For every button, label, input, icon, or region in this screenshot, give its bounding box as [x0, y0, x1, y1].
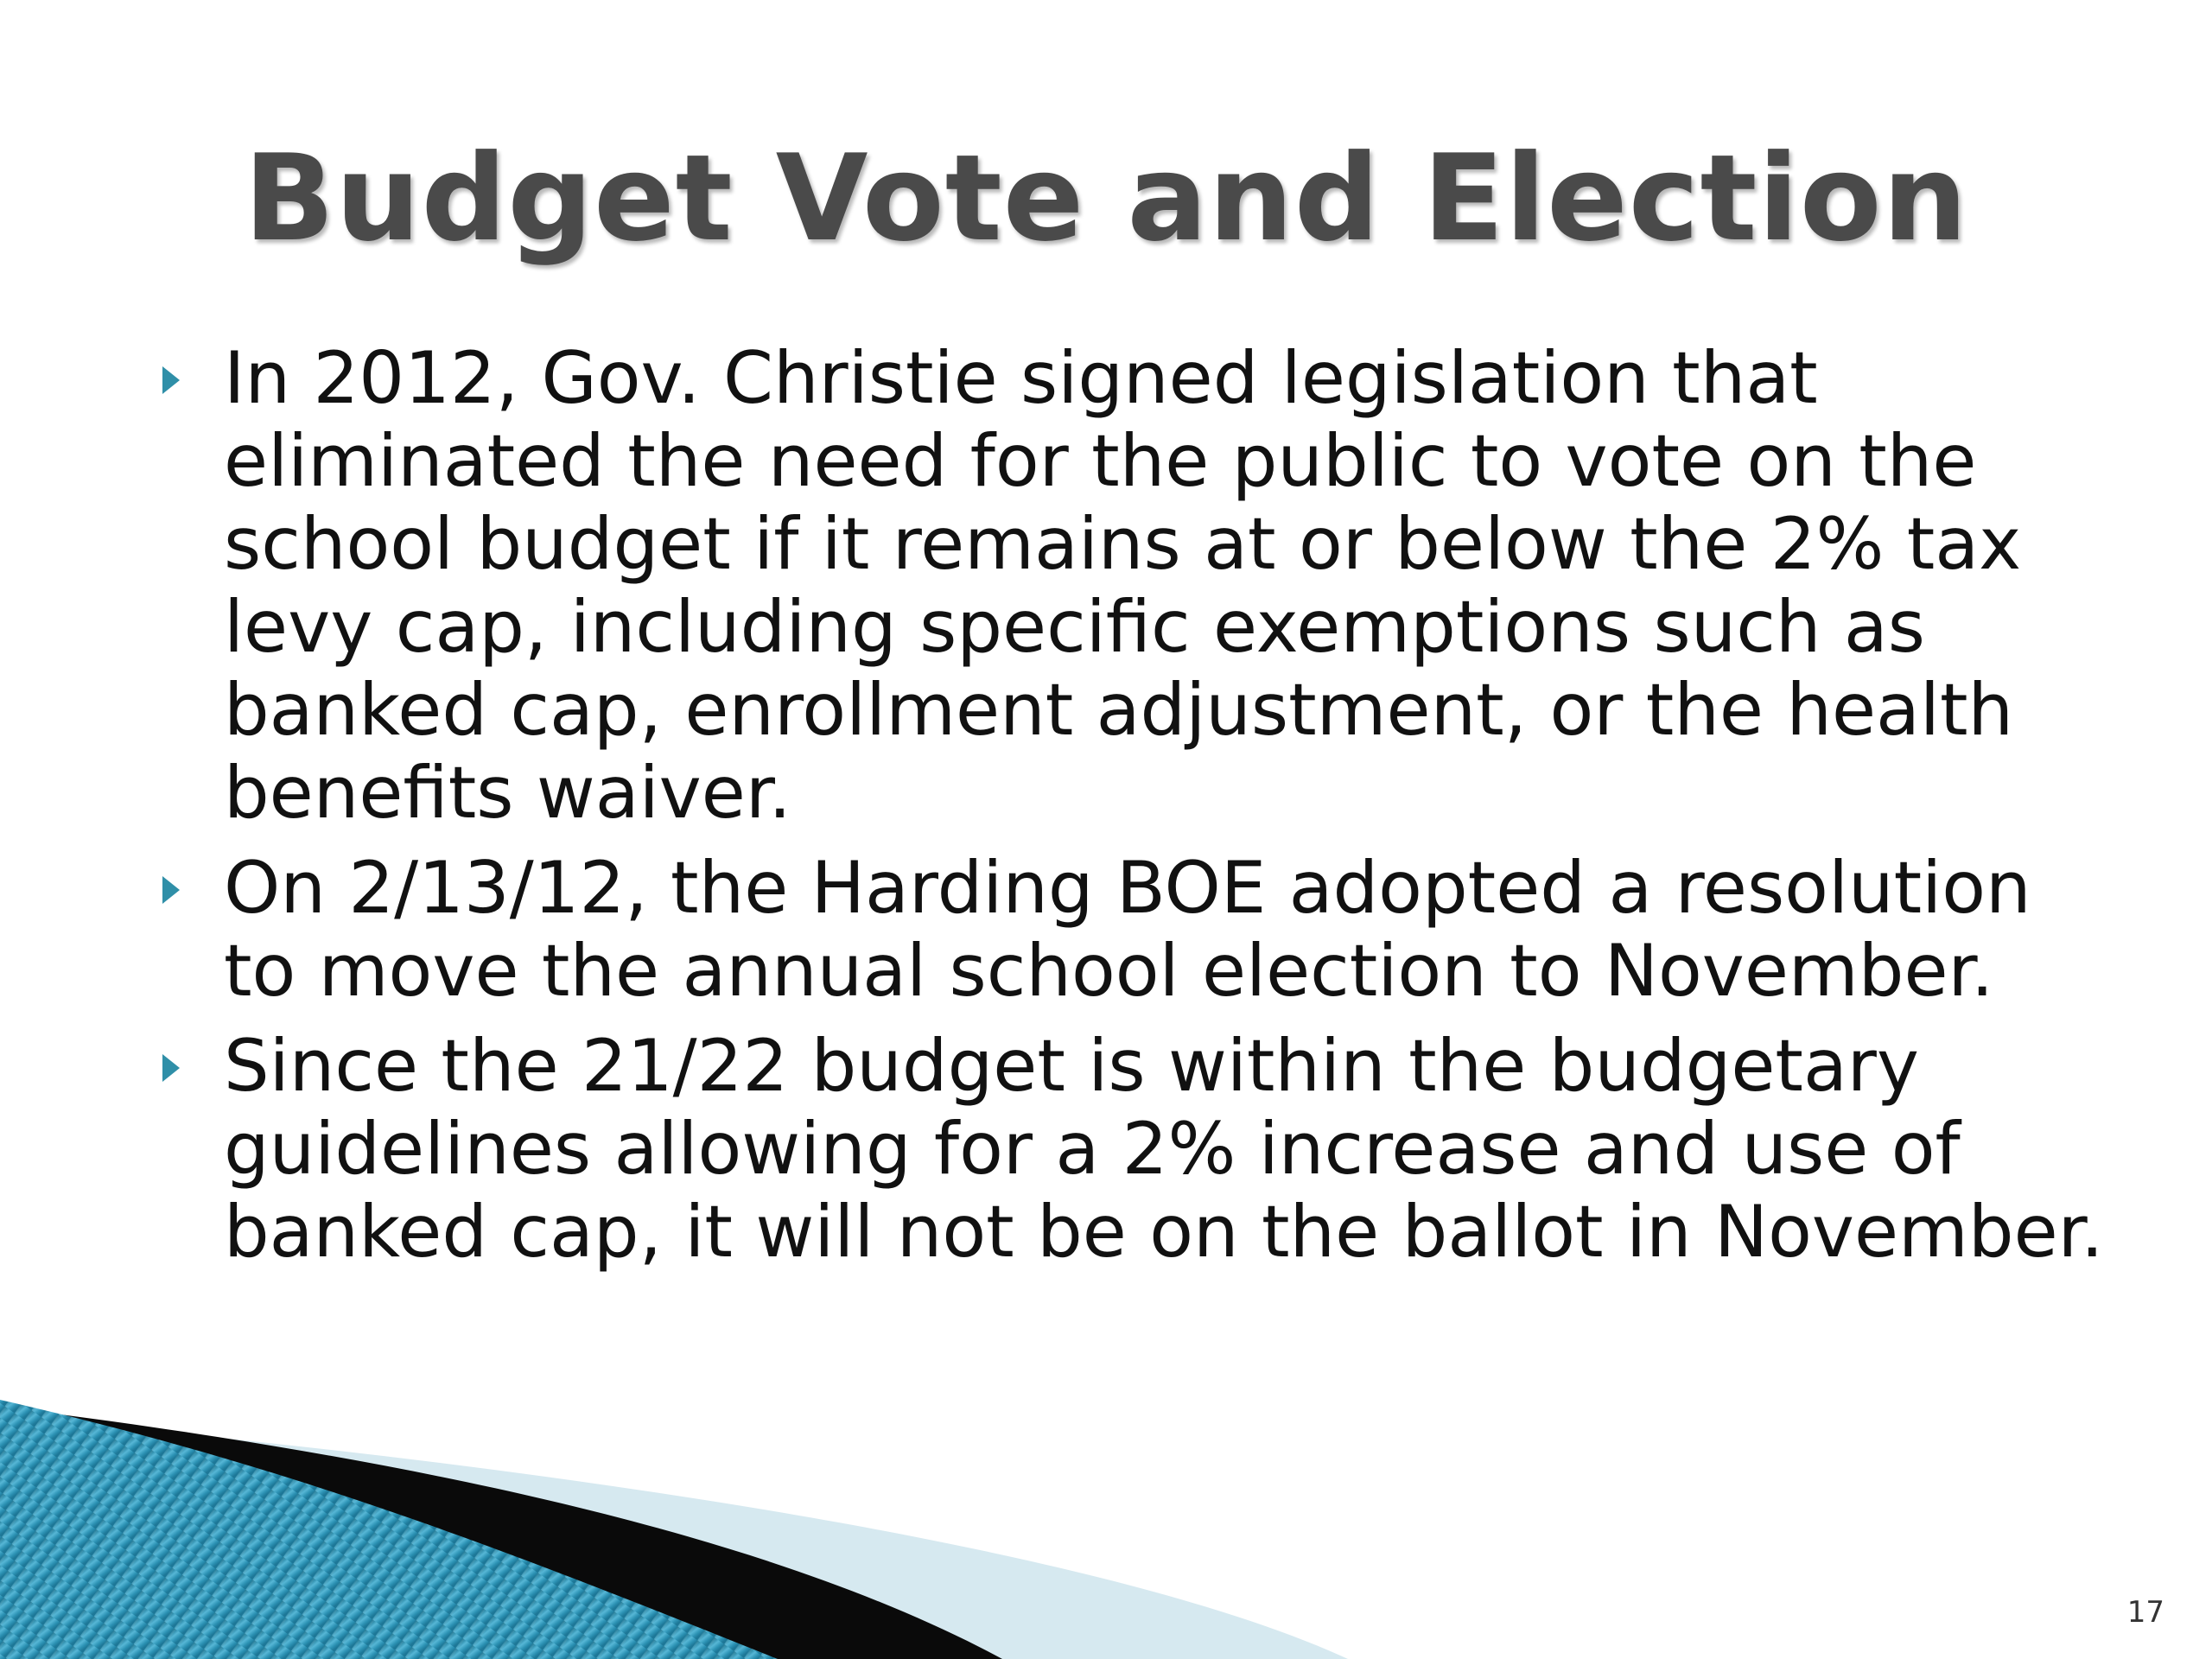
bullet-text: In 2012, Gov. Christie signed legislation that eliminated the need for the public to vote on the school budget if it remains at or below the 2% tax levy cap, including specific exemptions such as banked cap, enrollment adjustment, or the health benefits waiver. — [224, 336, 2022, 835]
triangle-right-icon — [162, 366, 180, 394]
bullet-item — [0, 1025, 2125, 1274]
page-number: 17 — [2126, 1595, 2164, 1630]
triangle-right-icon — [162, 1054, 180, 1082]
bullet-item — [0, 337, 2125, 835]
bullet-text: On 2/13/12, the Harding BOE adopted a resolution to move the annual school election to November. — [224, 846, 2031, 1013]
bullet-item — [0, 847, 2125, 1013]
bullet-text: Since the 21/22 budget is within the budgetary guidelines allowing for a 2% increase and use of banked cap, it will not be on the ballot in November. — [224, 1024, 2104, 1274]
teal-swoosh-shape — [0, 1400, 778, 1659]
light-swoosh-shape — [0, 1417, 1348, 1659]
slide-title: Budget Vote and Election — [244, 129, 1968, 268]
triangle-right-icon — [162, 876, 180, 904]
bullet-list — [0, 337, 2212, 1286]
dark-swoosh-shape — [0, 1407, 1002, 1659]
